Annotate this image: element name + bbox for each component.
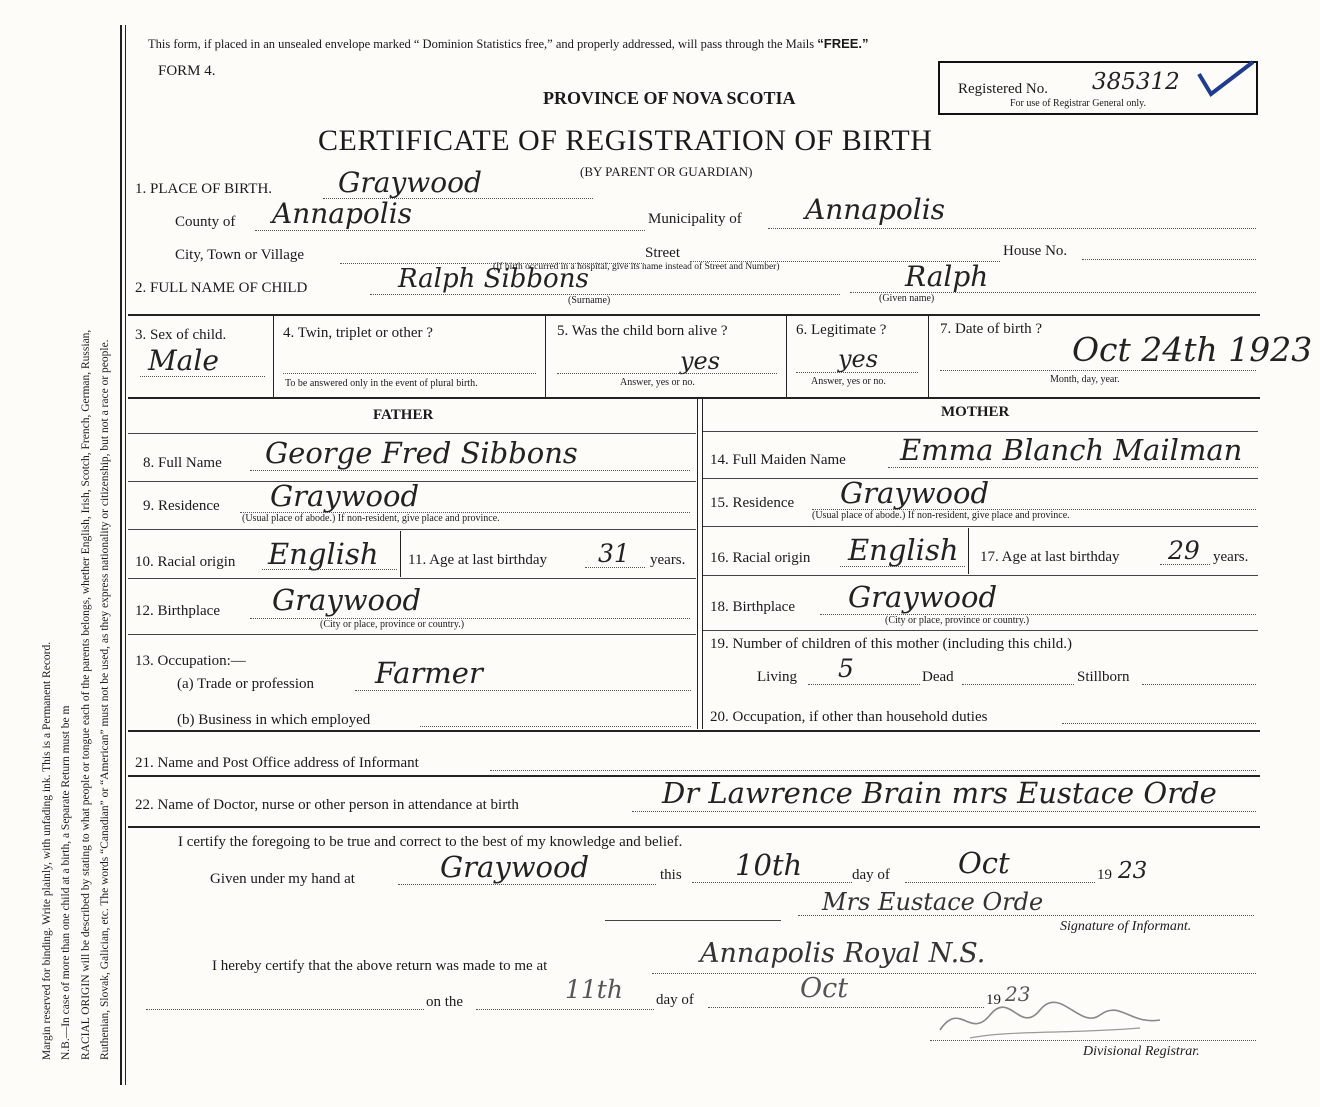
dob-note: Month, day, year. xyxy=(1050,374,1120,385)
stillborn-dotted xyxy=(1142,684,1256,685)
father-occ-label: 13. Occupation:— xyxy=(135,653,246,669)
given-caption: (Given name) xyxy=(879,293,935,304)
living-label: Living xyxy=(757,669,797,685)
father-trade-dotted xyxy=(355,690,691,691)
mother-name-dotted xyxy=(888,467,1258,468)
given-month-dotted xyxy=(905,882,1095,883)
mother-name-value: Emma Blanch Mailman xyxy=(900,433,1243,467)
province-title: PROVINCE OF NOVA SCOTIA xyxy=(543,88,796,108)
dead-label: Dead xyxy=(922,669,954,685)
year-suffix: 23 xyxy=(1118,858,1148,884)
living-dotted xyxy=(808,684,920,685)
row3-divider-4 xyxy=(928,314,929,398)
house-label: House No. xyxy=(1003,243,1068,259)
street-label: Street xyxy=(645,245,680,261)
alive-dotted xyxy=(557,373,777,374)
signature-caption: Signature of Informant. xyxy=(1060,919,1192,934)
mail-notice-text: This form, if placed in an unsealed envelope marked “ Dominion Statistics free,” and properly addressed, will pass through the Mails xyxy=(148,37,815,51)
father-bp-label: 12. Birthplace xyxy=(135,603,220,619)
registrar-caption: Divisional Registrar. xyxy=(1083,1044,1200,1059)
mother-rule-1 xyxy=(703,431,1258,432)
sex-label: 3. Sex of child. xyxy=(135,327,227,343)
informant-label: 21. Name and Post Office address of Informant xyxy=(135,755,419,771)
registered-label: Registered No. xyxy=(958,81,1048,97)
hospital-note: (If birth occurred in a hospital, give its name instead of Street and Number) xyxy=(493,262,780,272)
legit-note: Answer, yes or no. xyxy=(811,376,886,387)
informant-signature: Mrs Eustace Orde xyxy=(822,888,1044,916)
father-race-divider xyxy=(400,531,401,577)
onthe-label: on the xyxy=(426,994,464,1010)
margin-text-4: Ruthenian, Slovak, Galician, etc. The words “Canadian” or “American” must not be used, as they express nationality or citizenship, but not a race or people. xyxy=(99,339,111,1060)
father-heading: FATHER xyxy=(373,407,434,423)
municipality-value: Annapolis xyxy=(805,193,946,226)
legit-dotted xyxy=(796,372,918,373)
father-res-note: (Usual place of abode.) If non-resident, give place and province. xyxy=(242,513,500,524)
check-mark-icon xyxy=(1195,60,1257,98)
father-age-value: 31 xyxy=(598,539,630,568)
given-day-dotted xyxy=(692,882,852,883)
dayof-label: day of xyxy=(852,867,890,883)
reg-day-dotted xyxy=(476,1009,654,1010)
parents-divider-2 xyxy=(702,397,703,729)
father-bp-value: Graywood xyxy=(272,583,422,617)
city-label: City, Town or Village xyxy=(175,247,305,263)
registrar-sig-dotted xyxy=(930,1040,1256,1041)
father-age-label: 11. Age at last birthday xyxy=(408,552,547,568)
father-trade-value: Farmer xyxy=(375,656,483,690)
mail-notice xyxy=(148,36,869,52)
mother-occ-dotted xyxy=(1062,723,1256,724)
signature-short-rule xyxy=(605,920,781,921)
stillborn-label: Stillborn xyxy=(1077,669,1130,685)
father-years: years. xyxy=(650,552,686,568)
sex-value: Male xyxy=(148,344,219,377)
onthe-dotted-left xyxy=(146,1009,424,1010)
father-race-dotted xyxy=(262,569,397,570)
margin-text-1: Margin reserved for binding. Write plainly, with unfading ink. This is a Permanent Record. xyxy=(41,641,53,1060)
mother-rule-4 xyxy=(703,575,1258,576)
margin-rule-inner xyxy=(125,25,126,1085)
house-dotted xyxy=(1082,259,1256,260)
mother-race-divider xyxy=(968,528,969,574)
mother-bp-note: (City or place, province or country.) xyxy=(885,615,1030,626)
father-rule-3 xyxy=(128,529,696,530)
twin-label: 4. Twin, triplet or other ? xyxy=(283,325,433,341)
row3-divider-1 xyxy=(273,314,274,398)
twin-dotted xyxy=(283,373,536,374)
legit-value: yes xyxy=(838,345,879,373)
mother-years: years. xyxy=(1213,549,1249,565)
municipality-dotted xyxy=(768,228,1256,229)
father-name-label: 8. Full Name xyxy=(143,455,222,471)
reg-day-value: 11th xyxy=(565,975,623,1004)
registrar-place-value: Annapolis Royal N.S. xyxy=(700,938,986,969)
legit-label: 6. Legitimate ? xyxy=(796,322,887,338)
given-under-label: Given under my hand at xyxy=(210,871,355,887)
alive-note: Answer, yes or no. xyxy=(620,377,695,388)
parents-divider xyxy=(697,397,698,729)
father-bp-dotted xyxy=(250,618,690,619)
margin-text-2: N.B.—In case of more than one child at a birth, a Separate Return must be m xyxy=(60,705,72,1060)
county-value: Annapolis xyxy=(272,197,413,230)
mother-race-value: English xyxy=(848,533,959,567)
father-name-dotted xyxy=(250,470,690,471)
dead-dotted xyxy=(962,684,1074,685)
year-prefix: 19 xyxy=(1097,867,1112,883)
mother-race-dotted xyxy=(840,566,965,567)
father-res-value: Graywood xyxy=(270,479,420,513)
father-business-label: (b) Business in which employed xyxy=(177,712,371,728)
signature-dotted xyxy=(798,915,1254,916)
child-given-value: Ralph xyxy=(905,260,989,293)
place-of-birth-label: 1. PLACE OF BIRTH. xyxy=(135,181,273,197)
given-day-value: 10th xyxy=(735,848,803,882)
alive-value: yes xyxy=(680,347,721,375)
county-dotted xyxy=(255,230,645,231)
father-business-dotted xyxy=(420,726,691,727)
father-rule-1 xyxy=(128,433,696,434)
mother-age-dotted xyxy=(1160,564,1210,565)
mother-children-label: 19. Number of children of this mother (including this child.) xyxy=(710,636,1073,652)
doctor-value: Dr Lawrence Brain mrs Eustace Orde xyxy=(662,776,1217,810)
row3-divider-3 xyxy=(786,314,787,398)
margin-text-3: RACIAL ORIGIN will be described by stating to what people or tongue each of the parents belongs, whether English, Irish, Scotch, French, German, Russian, xyxy=(80,329,92,1060)
mother-bp-label: 18. Birthplace xyxy=(710,599,795,615)
father-race-value: English xyxy=(268,537,379,571)
row3-bottom-rule xyxy=(128,397,1260,399)
given-place-dotted xyxy=(398,884,656,885)
father-res-label: 9. Residence xyxy=(143,498,220,514)
place-of-birth-value: Graywood xyxy=(338,166,482,199)
dob-value: Oct 24th 1923 xyxy=(1072,330,1313,369)
father-name-value: George Fred Sibbons xyxy=(265,436,578,470)
mother-name-label: 14. Full Maiden Name xyxy=(710,452,846,468)
county-label: County of xyxy=(175,214,236,230)
given-month-value: Oct xyxy=(958,846,1010,880)
mother-age-label: 17. Age at last birthday xyxy=(980,549,1120,565)
mother-age-value: 29 xyxy=(1168,536,1200,565)
twin-note: To be answered only in the event of plural birth. xyxy=(285,378,478,389)
given-place-value: Graywood xyxy=(440,850,590,884)
surname-caption: (Surname) xyxy=(568,295,611,306)
certificate-subtitle: (BY PARENT OR GUARDIAN) xyxy=(580,164,753,179)
father-rule-5 xyxy=(128,634,696,635)
mother-rule-3 xyxy=(703,526,1258,527)
rule-21-top xyxy=(128,730,1260,732)
mother-bp-value: Graywood xyxy=(848,580,998,614)
reg-year-prefix: 19 xyxy=(986,992,1001,1008)
row3-top-rule xyxy=(128,314,1260,316)
father-rule-4 xyxy=(128,578,696,579)
dob-dotted xyxy=(940,370,1256,371)
mail-free: “FREE.” xyxy=(817,36,869,51)
living-value: 5 xyxy=(838,654,854,683)
certificate-title: CERTIFICATE OF REGISTRATION OF BIRTH xyxy=(318,124,933,157)
dob-label: 7. Date of birth ? xyxy=(940,321,1043,337)
certify-text: I certify the foregoing to be true and correct to the best of my knowledge and belief. xyxy=(178,834,683,850)
form-number: FORM 4. xyxy=(158,63,216,79)
reg-dayof-label: day of xyxy=(656,992,694,1008)
mother-res-value: Graywood xyxy=(840,476,990,510)
father-race-label: 10. Racial origin xyxy=(135,554,236,570)
this-label: this xyxy=(660,867,682,883)
mother-occ-label: 20. Occupation, if other than household duties xyxy=(710,709,988,725)
registrar-signature-icon xyxy=(930,990,1170,1050)
reg-year-suffix: 23 xyxy=(1005,982,1031,1006)
row3-divider-2 xyxy=(545,314,546,398)
mother-heading: MOTHER xyxy=(941,404,1010,420)
rule-22-bottom xyxy=(128,826,1260,828)
father-age-dotted xyxy=(585,567,645,568)
child-surname-value: Ralph Sibbons xyxy=(398,264,589,294)
child-name-label: 2. FULL NAME OF CHILD xyxy=(135,280,308,296)
registrar-certify-text: I hereby certify that the above return was made to me at xyxy=(212,958,548,974)
informant-dotted xyxy=(490,770,1256,771)
doctor-dotted xyxy=(632,811,1256,812)
father-bp-note: (City or place, province or country.) xyxy=(320,619,465,630)
sex-dotted xyxy=(140,376,265,377)
margin-rule xyxy=(120,25,122,1085)
doctor-label: 22. Name of Doctor, nurse or other person in attendance at birth xyxy=(135,797,519,813)
registered-number: 385312 xyxy=(1092,69,1180,95)
mother-res-label: 15. Residence xyxy=(710,495,795,511)
registrar-note: For use of Registrar General only. xyxy=(1010,98,1146,109)
municipality-label: Municipality of xyxy=(648,211,742,227)
reg-month-value: Oct xyxy=(800,973,849,1004)
mother-race-label: 16. Racial origin xyxy=(710,550,811,566)
mother-res-note: (Usual place of abode.) If non-resident, give place and province. xyxy=(812,510,1070,521)
alive-label: 5. Was the child born alive ? xyxy=(557,323,728,339)
father-trade-label: (a) Trade or profession xyxy=(177,676,315,692)
registrar-place-dotted xyxy=(652,973,1256,974)
mother-rule-5 xyxy=(703,630,1258,631)
